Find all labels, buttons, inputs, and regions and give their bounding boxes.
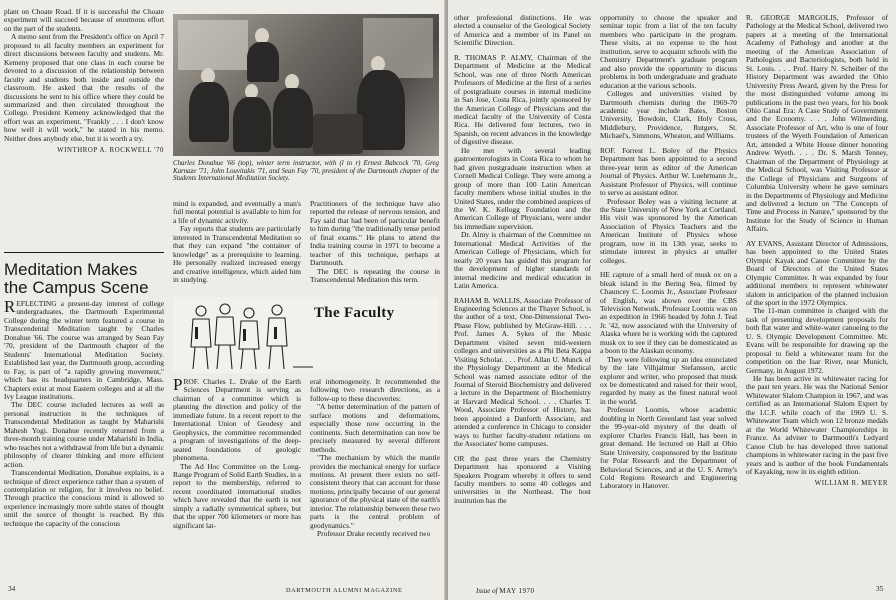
right-page (448, 0, 896, 600)
page-number: 34 (8, 585, 16, 593)
paragraph: opportunity to choose the speaker and seminar topic from a list of the ten faculty members who participate in the program. These visits, at no expense to the host institution, serve to acquaint schools with the Chemistry Department's graduate program and also provide the opportunity to discuss problems in both undergraduate and graduate education at the various schools. (600, 14, 737, 90)
divider (4, 252, 164, 253)
paragraph: Fay reports that students are particularly interested in Transcendental Meditation so that they can expand "the container of knowledge" as a prerequisite to learning. He personally realized increased energy and creative intelligence, which aided him in studying. (173, 224, 301, 285)
paragraph: They were following up an idea enunciated by the late Vilhjalmur Stefansson, arctic explorer and writer, who proposed that musk ox be domesticated and raised for their wool, regarded by many as the finest natural wool in the world. (600, 354, 737, 406)
drop-cap: R (4, 300, 16, 316)
paragraph: Professor Drake recently received two (317, 529, 431, 539)
running-footer: DARTMOUTH ALUMNI MAGAZINE (286, 587, 403, 594)
paragraph: Transcendental Meditation, Donahue explains, is a technique of direct experience rather than a system of contemplation or religion, for it involves no belief. Through practice the conscious mind is allowed to experience increasingly more subtle states of thought until the source of thought is reached. By this technique the capacity of the conscious (4, 468, 164, 528)
paragraph: Colleges and universities visited by Dartmouth chemists during the 1969-70 academic year include Bates, Boston University, Bowdoin, Clark, Holy Cross, Middlebury, Providence, Rutgers, St. Michael's, Simmons, Wheaton, and Williams. (600, 89, 737, 141)
paragraph: The DEC is repeating the course in Transcendental Meditation this term. (310, 266, 440, 285)
byline: WILLIAM R. MEYER (814, 480, 888, 488)
paragraph: A memo sent from the President's office on April 7 proposed to all faculty members an experiment for direct discussions between faculty and students. Mr. Kemeny proposed that one class in each course be devoted to a discussion of the relationship between faculty and students both inside and outside the classroom. He asked that the results of the discussions be sent to his office where they could be summarized and then circulated throughout the College. President Kemeny acknowledged that the effort was an experiment. "Frankly . . . I don't know how well it will work," he stated in his memo. Neither does anybody else, but it is worth a try. (4, 32, 164, 143)
paragraph: plant on Choate Road. If it is successful the Choate experiment will succeed because of enormous effort on the part of the students. (4, 8, 164, 33)
right-col2 (600, 14, 737, 584)
paragraph: "A better determination of the pattern of surface motions and deformations, especially those now occurring in the continents. Such determination can now be precisely measured by several different methods. (310, 402, 440, 454)
paragraph: He has been active in whitewater racing for the past ten years. He was the National Senior Whitewater Slalom Champion in 1967, and was certified as an International Slalom Expert by the I.C.F. while coach of the 1969 U. S. Whitewater Team which won 12 bronze medals at the World Whitewater Championships in France. As adviser to Dartmouth's Ledyard Canoe Club he has developed three national champions in whitewater racing in the past five years and is author of the book Fundamentals of Kayaking, now in its eighth edition. (746, 374, 888, 477)
paragraph: other professional distinctions. He was elected a counselor of the Geological Society of America and a member of its Panel on Scientific Direction. (454, 14, 591, 48)
left-col3-mid (310, 200, 440, 290)
paragraph: Dr. Almy is chairman of the Committee on International Medical Activities of the American College of Physicians, which for nearly 20 years has guided this program for the development of higher standards of internal medicine and medical education in Latin America. (454, 230, 591, 291)
left-page (0, 0, 446, 600)
paragraph: He met with several leading gastroenterologists in Costa Rica to whom he had given postgraduate instruction when at Cornell Medical College. They were among a group of more than 100 Latin American faculty members whose initial studies in the United States, under the combined auspices of the W. K. Kellogg Foundation and the American College of Physicians, were under his immediate supervision. (454, 145, 591, 231)
drop-cap: P (173, 378, 183, 394)
paragraph: OR the past three years the Chemistry Department has sponsored a Visiting Speakers Program whereby it offers to send faculty members to some 40 colleges and universities in the Northeast. The host institution has the (454, 453, 591, 505)
paragraph: PROF. Charles L. Drake of the Earth Sciences Department is serving as chairman of a committee which is planning the direction and policy of the immediate future. In a recent report to the International Union of Geodesy and Geophysics, the committee recommended a program of investigations of the deep-seated foundations of geologic phenomena. (173, 378, 301, 463)
left-col1-top (4, 8, 164, 248)
article-headline: Meditation Makes the Campus Scene (4, 260, 149, 297)
paragraph: eral inhomogeneity. It recommended the following two research directions, as a follow-up to these discoveries: (310, 378, 440, 403)
paragraph: mind is expanded, and eventually a man's full mental potential is available to him for a life of dynamic activity. (173, 200, 301, 225)
right-col1 (454, 14, 591, 584)
page-number: 35 (876, 585, 884, 593)
paragraph: Professor Boley was a visiting lecturer at the State University of New York at Cortland. His visit was sponsored by the American Association of Physics Teachers and the American Institute of Physics whose program, now in its 13th year, seeks to stimulate interest in physics at smaller colleges. (600, 196, 737, 265)
left-col3-bottom (310, 378, 440, 582)
paragraph: R. GEORGE MARGOLIS, Professor of Pathology at the Medical School, delivered two papers at a meeting of the International Academy of Pathology and another at the meeting of the American Association of Pathologists and Bacteriologists, both held in St. Louis. . . . Prof. Harry N. Scheiber of the History Department was awarded the Ohio University Press Award, given by the Press for the most distinguished volume among its publications in the past two years, for his book Ohio Canal Era: A Case Study of Government and the Economy. . . . John Wilmerding, Associate Professor of Art, who is one of four trustees of the Wyeth Foundation of American Art, attended a White House dinner honoring Andrew Wyeth. . . . Dr. S. Marsh Tenney, Chairman of the Department of Physiology at the Medical School, was Visiting Professor at the College of Physicians and Surgeons of Columbia University where he gave seminars in the Departments of Physiology and Medicine and delivered a lecture on "The Concepts of Time and Process in Nature," sponsored by the Institute for the Study of Science in Human Affairs. (746, 14, 888, 234)
right-col3 (746, 14, 888, 576)
issue-label: Issue of MAY 1970 (476, 587, 535, 595)
paragraph: HE capture of a small herd of musk ox on a bleak island in the Bering Sea, filmed by Chauncey C. Loomis Jr., Associate Professor of English, was shown over the CBS Television Network. Professor Loomis was on an expedition in 1966 headed by John J. Teal Jr. '42, now associated with the University of Alaska where he is working with the captured musk ox to see if they can be domesticated as a boon to the Alaskan economy. (600, 270, 737, 356)
paragraph: ROF. Forrest L. Boley of the Physics Department has been appointed to a second three-year term as editor of the American Journal of Physics. Arthur W. Luehrmann Jr., Assistant Professor of Physics, will continue to serve as assistant editor. (600, 145, 737, 198)
paragraph: RAHAM B. WALLIS, Associate Professor of Engineering Sciences at the Thayer School, is the author of a text, One-Dimensional Two-Phase Flow, published by McGraw-Hill. . . . Prof. James A. Sykes of the Music Department visited seven mid-western colleges and universities as a Phi Beta Kappa Visiting Scholar. . . . Prof. Allan U. Munck of the Physiology Department at the Medical School was named associate editor of the Journal of Steroid Biochemistry and delivered a lecture in the Department of Biochemistry at Harvard Medical School. . . . Charles T. Wood, Associate Professor of History, has been appointed a Danforth Associate, and attended a conference in Chicago to consider ways to further faculty-student relations on the Associates' home campuses. (454, 295, 591, 449)
left-col2-mid (173, 200, 301, 290)
paragraph: The DEC course included lectures as well as personal instruction in the techniques of Transcendental Meditation as taught by Maharishi Mahesh Yogi. Donahue recently returned from a three-month training course under Maharishi in India, who teaches not a withdrawal from life but a dynamic philosophy of clearer thinking and more efficient action. (4, 400, 164, 469)
section-title: The Faculty (314, 305, 395, 321)
byline: WINTHROP A. ROCKWELL '70 (57, 147, 164, 155)
paragraph: Professor Loomis, whose academic doubling in North Greenland last year solved the 99-year-old mystery of the death of explorer Charles Francis Hall, has been in great demand. He lectured on Hall at Ohio State University, cosponsored by the Institute for Polar Research and the Department of Behavioral Sciences, and at the U. S. Army's Cold Regions Research and Engineering Laboratory in Hanover. (600, 405, 737, 491)
paragraph: Practitioners of the technique have also reported the release of nervous tension, and Fay said that had been of particular benefit to him during "the traditionally tense period of final exams." He plans to attend the India training course in 1971 to become a teacher of this technique, perhaps at Dartmouth. (310, 200, 440, 268)
faculty-illustration (173, 297, 439, 373)
paragraph: REFLECTING a present-day interest of college undergraduates, the Dartmouth Experimental College during the winter term featured a course in Transcendental Meditation taught by Charles Donahue '66. The course was arranged by Sean Fay '70, president of the Dartmouth chapter of the Students' International Meditation Society. Established last year, the Dartmouth group, according to Fay, is part of "a rapidly growing movement," which has its headquarters in Cambridge, Mass. Chapters exist at most Eastern colleges and at all the Ivy League institutions. (4, 300, 164, 401)
paragraph: "The mechanism by which the mantle provides the mechanical energy for surface motions. At present there exists no self-consistent theory that can account for these motions, principally because of our general ignorance of the physical state of the earth's interior. The relationship between these two parts is the central problem of geodynamics." (310, 453, 440, 530)
paragraph: The 11-man committee is charged with the task of presenting development proposals for both flat water and white-water canoeing to the U. S. Olympic Development Committee. Mr. Evans will be responsible for drawing up the proposal to field a whitewater team for the competition on the Isar River, near Munich, Germany, in August 1972. (746, 306, 888, 375)
paragraph: The Ad Hoc Committee on the Long-Range Program of Solid Earth Studies, in a report to the membership, referred to recent coordinated international studies which have revealed that the earth is not simply a radially symmetrical sphere, but that the upper 700 kilometers or more has significant lat- (173, 461, 301, 530)
left-col1-bottom (4, 300, 164, 580)
photo-caption: Charles Donahue '66 (top), winter term instructor, with (l to r) Ernest Babcock '70, Greg Karnaze '71, John Louvitakis '71, and Sean Fay '70, president of the Dartmouth chapter of the Students International Meditation Society. (173, 160, 439, 183)
left-col2-bottom (173, 378, 301, 582)
paragraph: R. THOMAS P. ALMY, Chairman of the Department of Medicine at the Medical School, was one of three North American Professors of Medicine at the first of a series of postgraduate courses in internal medicine in San Jose, Costa Rica, jointly sponsored by the American College of Physicians and the medical faculty of the University of Costa Rica. He delivered four lectures, two in Spanish, on recent advances in the knowledge of digestive disease. (454, 52, 591, 147)
paragraph: AY EVANS, Assistant Director of Admissions, has been appointed to the United States Olympic Kayak and Canoe Committee by the Board of Directors of the United States Olympic Committee. It was expanded by four additional members to represent whitewater slalom in anticipation of the planned inclusion of the sport in the 1972 Olympics. (746, 238, 888, 307)
group-photo (173, 14, 439, 156)
